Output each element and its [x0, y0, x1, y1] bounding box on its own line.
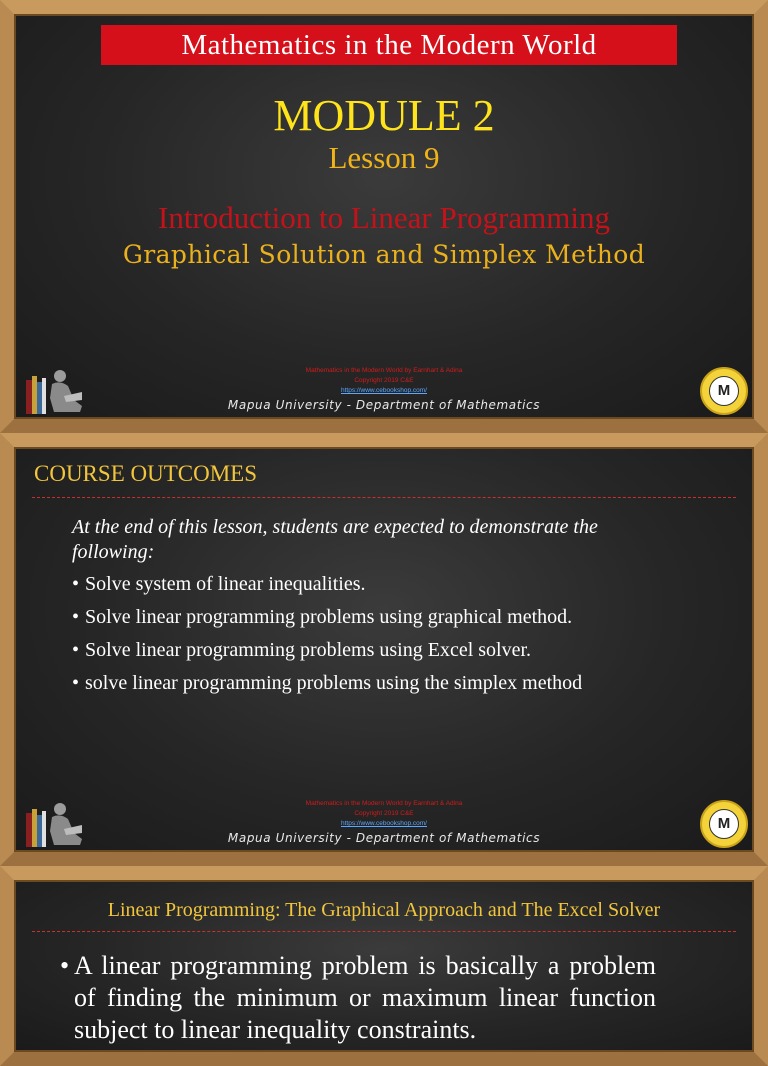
- footer-university: Mapua University - Department of Mathematics: [227, 398, 541, 412]
- footer-credit: Mathematics in the Modern World by Earnhart & Adina: [305, 367, 463, 374]
- heading-divider: [32, 931, 736, 932]
- slide-footer: [14, 799, 754, 845]
- title-slide: [0, 0, 768, 433]
- heading-divider: [32, 497, 736, 498]
- lp-definition: A linear programming problem is basically a problem of finding the minimum or maximum linear function subject to linear inequality constraints.: [74, 951, 656, 1044]
- slide-footer: [14, 366, 754, 412]
- footer-copyright: Copyright 2019 C&E: [354, 810, 414, 817]
- footer-link[interactable]: https://www.cebookshop.com/: [341, 820, 427, 827]
- topic-title: Introduction to Linear Programming: [158, 200, 610, 235]
- list-item: • solve linear programming problems using the simplex method: [72, 672, 583, 694]
- footer-copyright: Copyright 2019 C&E: [354, 377, 414, 384]
- lesson-title: Lesson 9: [328, 140, 440, 175]
- bullet-glyph: •: [60, 951, 70, 980]
- outcomes-list: [72, 568, 712, 700]
- footer-credit: Mathematics in the Modern World by Earnhart & Adina: [305, 800, 463, 807]
- mapua-seal-logo-icon: M: [700, 367, 748, 415]
- mapua-seal-logo-icon: M: [700, 800, 748, 848]
- module-title: MODULE 2: [273, 91, 495, 140]
- course-title-bar: Mathematics in the Modern World: [101, 25, 677, 65]
- list-item: • Solve linear programming problems using Excel solver.: [72, 639, 532, 661]
- topic-subtitle: Graphical Solution and Simplex Method: [122, 240, 646, 269]
- outcomes-heading: COURSE OUTCOMES: [34, 461, 258, 486]
- list-item: • Solve system of linear inequalities.: [72, 573, 366, 595]
- outcomes-intro: At the end of this lesson, students are expected to demonstrate the following:: [72, 516, 598, 563]
- course-outcomes-slide: [0, 433, 768, 866]
- footer-link[interactable]: https://www.cebookshop.com/: [341, 387, 427, 394]
- linear-programming-slide: [0, 866, 768, 1066]
- lp-heading: Linear Programming: The Graphical Approach and The Excel Solver: [107, 899, 661, 921]
- footer-university: Mapua University - Department of Mathematics: [227, 831, 541, 845]
- list-item: • Solve linear programming problems using graphical method.: [72, 606, 573, 628]
